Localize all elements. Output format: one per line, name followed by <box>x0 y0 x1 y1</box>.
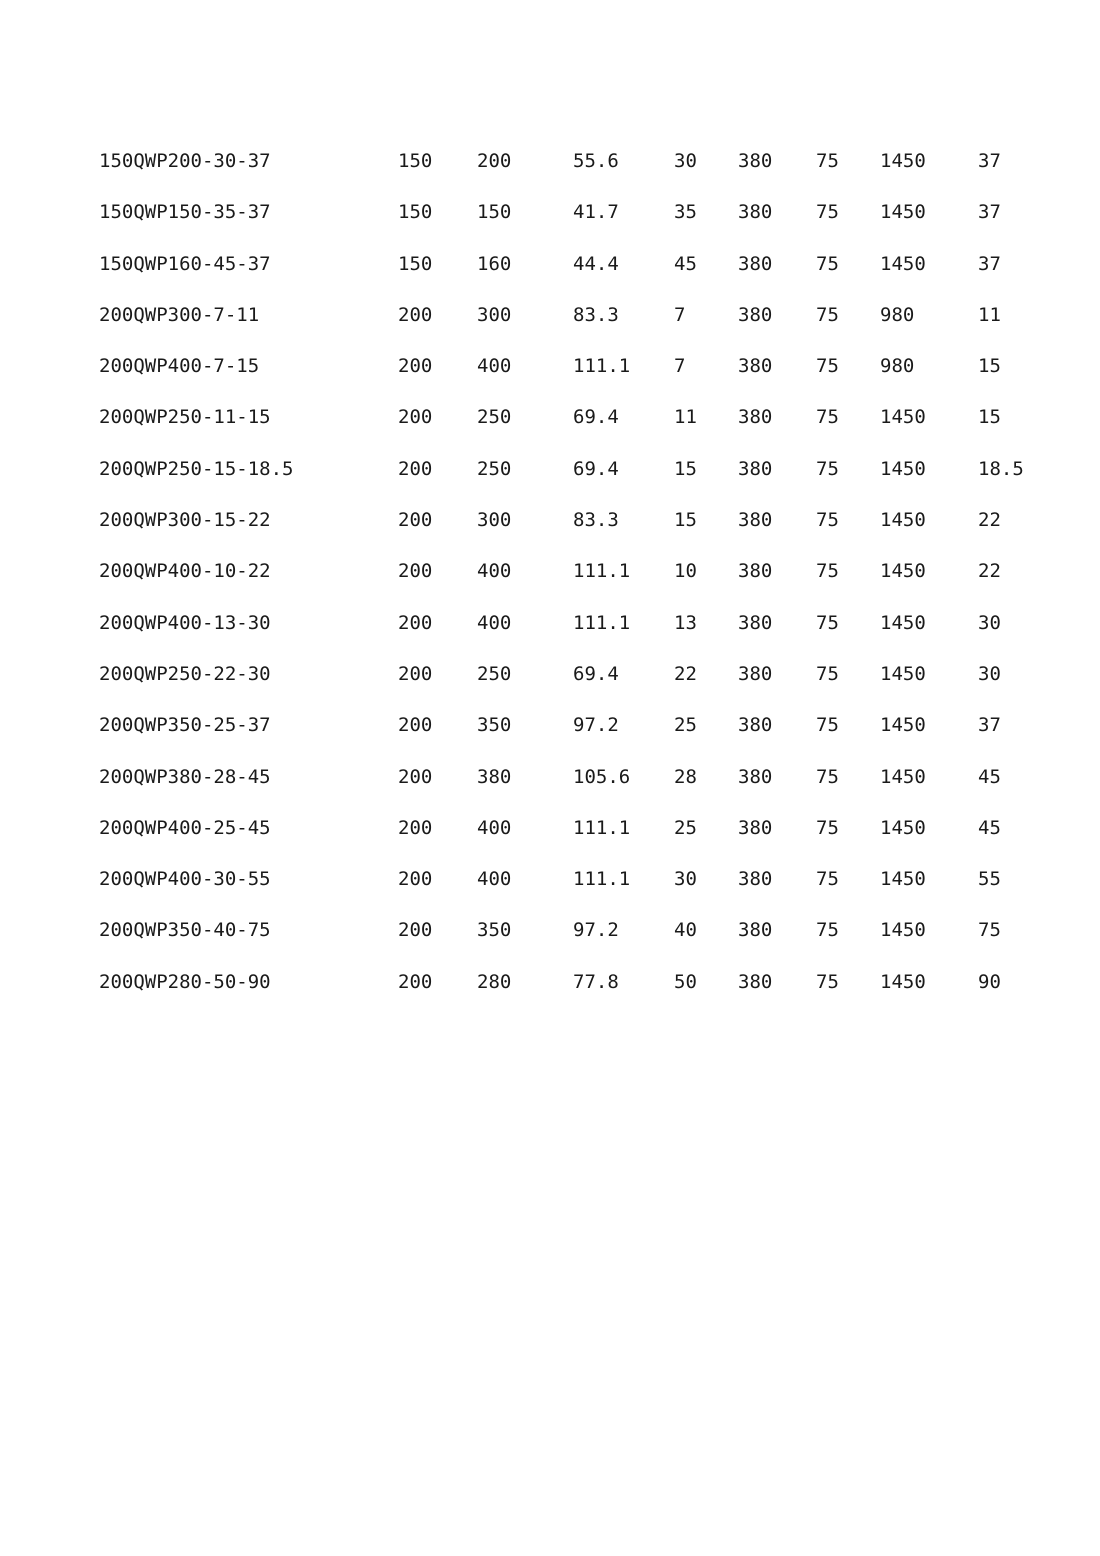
cell: 380 <box>477 765 512 788</box>
cell: 200 <box>398 765 433 788</box>
cell: 45 <box>674 252 697 275</box>
cell: 300 <box>477 509 512 532</box>
model-cell: 200QWP400-30-55 <box>99 868 271 891</box>
cell: 200 <box>398 509 433 532</box>
cell: 7 <box>674 303 686 326</box>
cell: 200 <box>398 303 433 326</box>
cell: 380 <box>738 406 773 429</box>
model-cell: 150QWP200-30-37 <box>99 150 271 172</box>
cell: 105.6 <box>573 765 631 788</box>
cell: 75 <box>816 252 839 275</box>
cell: 75 <box>816 611 839 634</box>
cell: 69.4 <box>573 457 619 480</box>
cell: 200 <box>477 150 512 172</box>
cell: 1450 <box>880 868 926 891</box>
cell: 980 <box>880 355 915 378</box>
cell: 380 <box>738 252 773 275</box>
cell: 45 <box>978 816 1001 839</box>
cell: 200 <box>398 355 433 378</box>
cell: 75 <box>816 970 839 993</box>
cell: 55.6 <box>573 150 619 172</box>
cell: 75 <box>816 919 839 942</box>
cell: 75 <box>816 201 839 224</box>
cell: 200 <box>398 406 433 429</box>
table-row <box>0 341 1100 392</box>
cell: 83.3 <box>573 509 619 532</box>
cell: 7 <box>674 355 686 378</box>
cell: 380 <box>738 765 773 788</box>
cell: 380 <box>738 816 773 839</box>
cell: 380 <box>738 201 773 224</box>
model-cell: 150QWP160-45-37 <box>99 252 271 275</box>
cell: 150 <box>398 252 433 275</box>
cell: 200 <box>398 714 433 737</box>
cell: 75 <box>816 406 839 429</box>
cell: 75 <box>816 355 839 378</box>
cell: 200 <box>398 816 433 839</box>
model-cell: 200QWP350-25-37 <box>99 714 271 737</box>
cell: 250 <box>477 662 512 685</box>
cell: 200 <box>398 560 433 583</box>
table-row <box>0 136 1100 187</box>
cell: 28 <box>674 765 697 788</box>
cell: 300 <box>477 303 512 326</box>
cell: 111.1 <box>573 355 631 378</box>
model-cell: 200QWP350-40-75 <box>99 919 271 942</box>
model-cell: 200QWP280-50-90 <box>99 970 271 993</box>
cell: 75 <box>816 150 839 172</box>
pump-spec-table <box>0 136 1100 1008</box>
cell: 380 <box>738 919 773 942</box>
model-cell: 200QWP380-28-45 <box>99 765 271 788</box>
cell: 77.8 <box>573 970 619 993</box>
cell: 30 <box>978 662 1001 685</box>
cell: 37 <box>978 201 1001 224</box>
cell: 30 <box>674 868 697 891</box>
cell: 15 <box>978 355 1001 378</box>
cell: 200 <box>398 970 433 993</box>
cell: 97.2 <box>573 919 619 942</box>
cell: 75 <box>978 919 1001 942</box>
table-row <box>0 854 1100 905</box>
table-row <box>0 239 1100 290</box>
table-row <box>0 187 1100 238</box>
cell: 200 <box>398 611 433 634</box>
cell: 380 <box>738 560 773 583</box>
cell: 111.1 <box>573 816 631 839</box>
cell: 380 <box>738 303 773 326</box>
cell: 11 <box>674 406 697 429</box>
cell: 37 <box>978 714 1001 737</box>
model-cell: 200QWP250-11-15 <box>99 406 271 429</box>
cell: 69.4 <box>573 662 619 685</box>
cell: 980 <box>880 303 915 326</box>
model-cell: 200QWP250-15-18.5 <box>99 457 294 480</box>
cell: 1450 <box>880 611 926 634</box>
cell: 15 <box>674 509 697 532</box>
cell: 30 <box>674 150 697 172</box>
table-row <box>0 290 1100 341</box>
table-row <box>0 392 1100 443</box>
cell: 13 <box>674 611 697 634</box>
cell: 250 <box>477 406 512 429</box>
cell: 111.1 <box>573 560 631 583</box>
cell: 400 <box>477 868 512 891</box>
cell: 1450 <box>880 252 926 275</box>
cell: 1450 <box>880 662 926 685</box>
model-cell: 200QWP400-7-15 <box>99 355 260 378</box>
cell: 75 <box>816 560 839 583</box>
cell: 1450 <box>880 150 926 172</box>
table-row <box>0 803 1100 854</box>
cell: 1450 <box>880 457 926 480</box>
cell: 37 <box>978 150 1001 172</box>
cell: 10 <box>674 560 697 583</box>
cell: 1450 <box>880 816 926 839</box>
cell: 25 <box>674 714 697 737</box>
cell: 200 <box>398 868 433 891</box>
cell: 280 <box>477 970 512 993</box>
cell: 75 <box>816 868 839 891</box>
cell: 380 <box>738 662 773 685</box>
cell: 11 <box>978 303 1001 326</box>
cell: 90 <box>978 970 1001 993</box>
cell: 50 <box>674 970 697 993</box>
cell: 1450 <box>880 919 926 942</box>
model-cell: 200QWP300-15-22 <box>99 509 271 532</box>
cell: 30 <box>978 611 1001 634</box>
cell: 75 <box>816 303 839 326</box>
table-row <box>0 495 1100 546</box>
model-cell: 150QWP150-35-37 <box>99 201 271 224</box>
cell: 350 <box>477 919 512 942</box>
cell: 400 <box>477 611 512 634</box>
cell: 75 <box>816 662 839 685</box>
cell: 22 <box>674 662 697 685</box>
cell: 380 <box>738 457 773 480</box>
cell: 1450 <box>880 509 926 532</box>
cell: 1450 <box>880 970 926 993</box>
model-cell: 200QWP300-7-11 <box>99 303 260 326</box>
cell: 75 <box>816 714 839 737</box>
cell: 400 <box>477 816 512 839</box>
cell: 160 <box>477 252 512 275</box>
cell: 200 <box>398 919 433 942</box>
cell: 200 <box>398 457 433 480</box>
cell: 1450 <box>880 201 926 224</box>
cell: 15 <box>978 406 1001 429</box>
cell: 37 <box>978 252 1001 275</box>
cell: 97.2 <box>573 714 619 737</box>
cell: 1450 <box>880 406 926 429</box>
table-row <box>0 546 1100 597</box>
cell: 75 <box>816 509 839 532</box>
cell: 400 <box>477 355 512 378</box>
cell: 111.1 <box>573 868 631 891</box>
cell: 35 <box>674 201 697 224</box>
cell: 350 <box>477 714 512 737</box>
cell: 22 <box>978 509 1001 532</box>
cell: 250 <box>477 457 512 480</box>
model-cell: 200QWP400-10-22 <box>99 560 271 583</box>
cell: 45 <box>978 765 1001 788</box>
cell: 400 <box>477 560 512 583</box>
model-cell: 200QWP400-13-30 <box>99 611 271 634</box>
cell: 380 <box>738 150 773 172</box>
cell: 25 <box>674 816 697 839</box>
cell: 1450 <box>880 714 926 737</box>
cell: 1450 <box>880 560 926 583</box>
cell: 69.4 <box>573 406 619 429</box>
cell: 75 <box>816 457 839 480</box>
cell: 41.7 <box>573 201 619 224</box>
cell: 44.4 <box>573 252 619 275</box>
cell: 111.1 <box>573 611 631 634</box>
cell: 380 <box>738 611 773 634</box>
table-row <box>0 700 1100 751</box>
table-row <box>0 957 1100 1008</box>
cell: 380 <box>738 970 773 993</box>
cell: 200 <box>398 662 433 685</box>
cell: 18.5 <box>978 457 1024 480</box>
cell: 15 <box>674 457 697 480</box>
cell: 1450 <box>880 765 926 788</box>
cell: 22 <box>978 560 1001 583</box>
table-row <box>0 649 1100 700</box>
table-row <box>0 752 1100 803</box>
cell: 55 <box>978 868 1001 891</box>
cell: 75 <box>816 765 839 788</box>
cell: 380 <box>738 868 773 891</box>
cell: 150 <box>398 150 433 172</box>
cell: 380 <box>738 355 773 378</box>
model-cell: 200QWP250-22-30 <box>99 662 271 685</box>
cell: 150 <box>477 201 512 224</box>
cell: 75 <box>816 816 839 839</box>
table-row <box>0 905 1100 956</box>
cell: 40 <box>674 919 697 942</box>
cell: 380 <box>738 509 773 532</box>
model-cell: 200QWP400-25-45 <box>99 816 271 839</box>
cell: 380 <box>738 714 773 737</box>
cell: 83.3 <box>573 303 619 326</box>
cell: 150 <box>398 201 433 224</box>
table-row <box>0 598 1100 649</box>
table-row <box>0 444 1100 495</box>
